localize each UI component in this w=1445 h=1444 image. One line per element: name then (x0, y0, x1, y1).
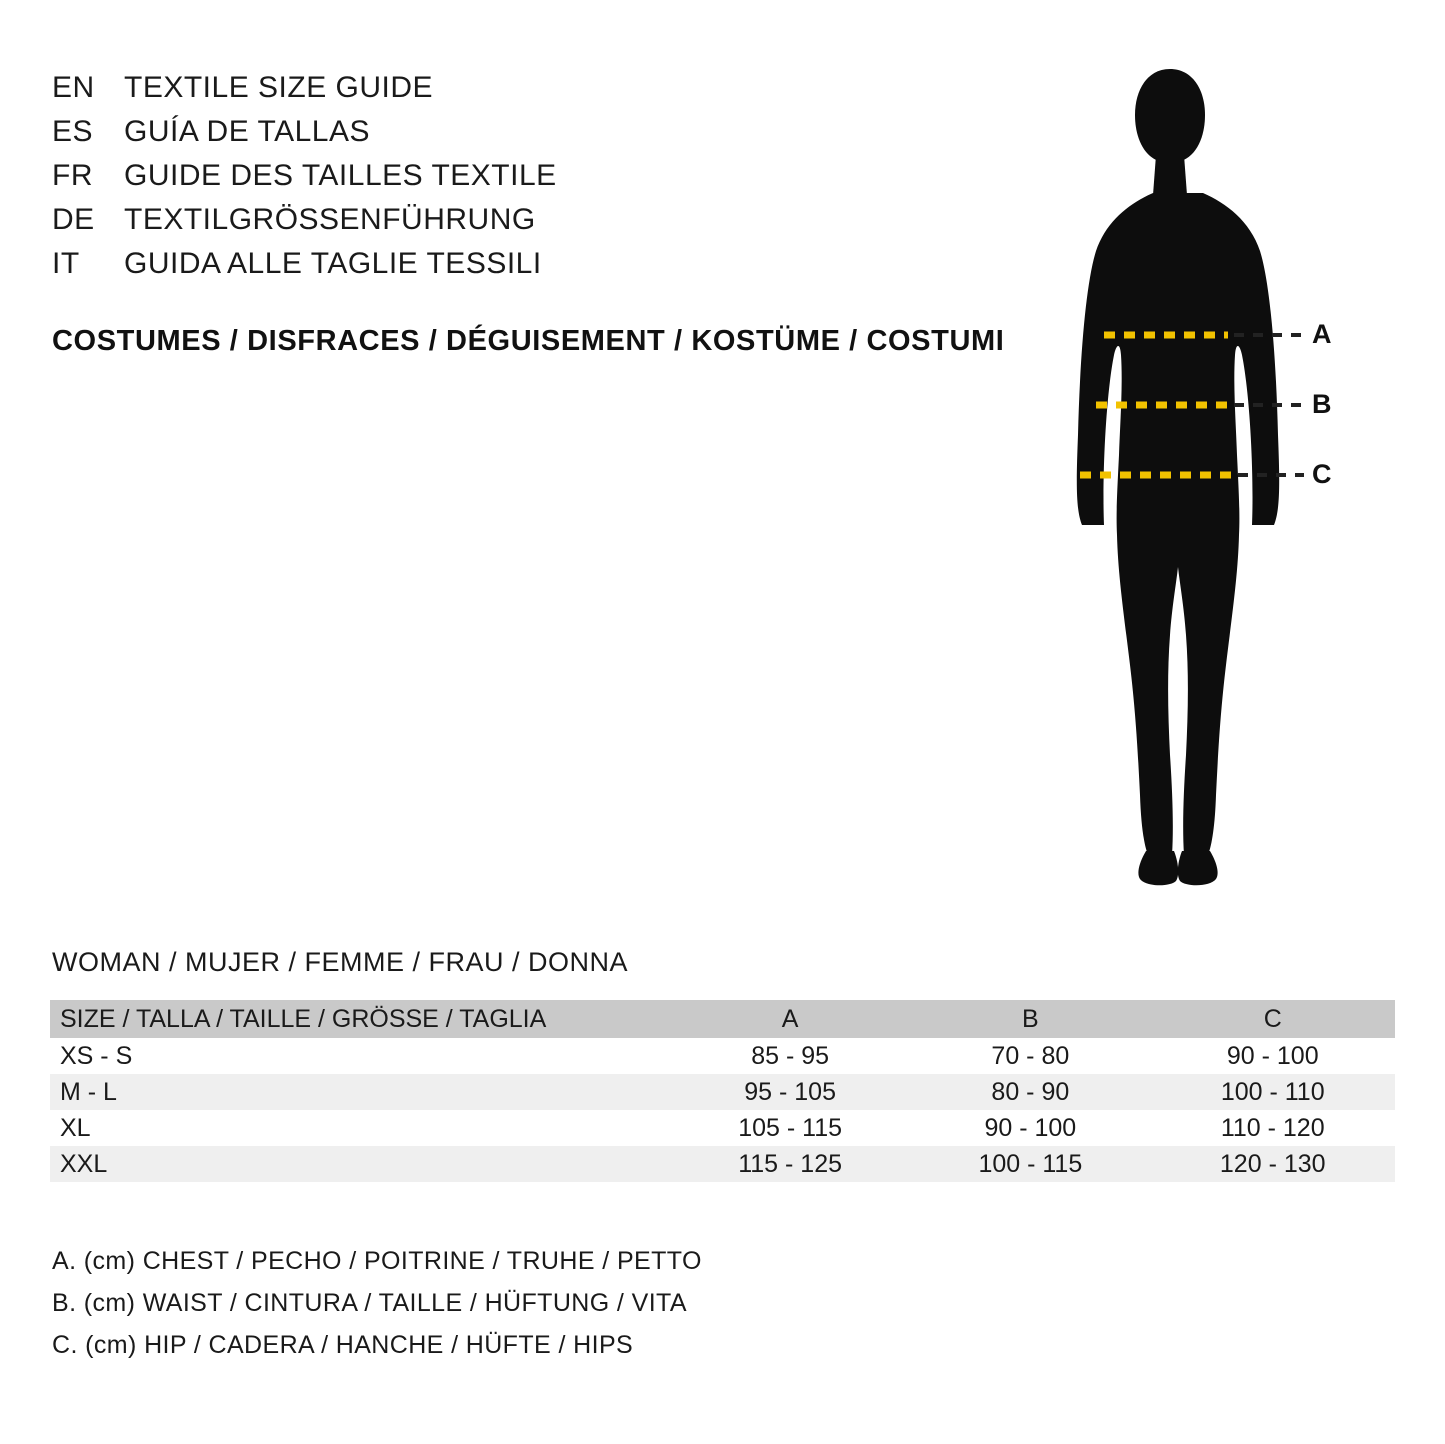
language-text-it: GUIDA ALLE TAGLIE TESSILI (124, 247, 542, 280)
language-row-fr (52, 154, 1032, 198)
table-header-size: SIZE / TALLA / TAILLE / GRÖSSE / TAGLIA (50, 1000, 670, 1038)
cell-b: 70 - 80 (910, 1038, 1150, 1074)
language-text-fr: GUIDE DES TAILLES TEXTILE (124, 159, 557, 192)
table-title: WOMAN / MUJER / FEMME / FRAU / DONNA (52, 947, 628, 977)
language-code-fr: FR (52, 159, 93, 192)
legend-item-b: B. (cm) WAIST / CINTURA / TAILLE / HÜFTUNG / VITA (52, 1289, 687, 1317)
size-table (50, 1000, 1395, 1182)
table-row (50, 1110, 1395, 1146)
language-row-es (52, 110, 1032, 154)
legend-item-a: A. (cm) CHEST / PECHO / POITRINE / TRUHE / PETTO (52, 1247, 702, 1275)
cell-c: 100 - 110 (1150, 1074, 1395, 1110)
table-row (50, 1038, 1395, 1074)
figure-illustration (1020, 55, 1400, 895)
marker-label-c: C (1312, 459, 1332, 489)
table-header-row (50, 1000, 1395, 1038)
cell-a: 105 - 115 (670, 1110, 910, 1146)
language-code-de: DE (52, 203, 95, 236)
table-row (50, 1074, 1395, 1110)
legend-item-c: C. (cm) HIP / CADERA / HANCHE / HÜFTE / HIPS (52, 1331, 634, 1359)
table-head (50, 1000, 1395, 1038)
language-row-it (52, 242, 1032, 286)
table-header-a: A (670, 1000, 910, 1038)
category-line: COSTUMES / DISFRACES / DÉGUISEMENT / KOSTÜME / COSTUMI (52, 325, 1005, 357)
language-row-en (52, 66, 1032, 110)
language-code-en: EN (52, 71, 95, 104)
table-row (50, 1146, 1395, 1182)
language-text-en: TEXTILE SIZE GUIDE (124, 71, 434, 104)
cell-c: 90 - 100 (1150, 1038, 1395, 1074)
table-body (50, 1038, 1395, 1182)
table-header-b: B (910, 1000, 1150, 1038)
cell-b: 80 - 90 (910, 1074, 1150, 1110)
cell-c: 120 - 130 (1150, 1146, 1395, 1182)
woman-silhouette-icon (1020, 55, 1400, 895)
cell-c: 110 - 120 (1150, 1110, 1395, 1146)
cell-size: XS - S (50, 1038, 670, 1074)
cell-a: 95 - 105 (670, 1074, 910, 1110)
language-text-de: TEXTILGRÖSSENFÜHRUNG (124, 203, 536, 236)
cell-size: M - L (50, 1074, 670, 1110)
legend (52, 1240, 702, 1366)
language-text-es: GUÍA DE TALLAS (124, 115, 370, 148)
cell-size: XL (50, 1110, 670, 1146)
language-code-es: ES (52, 115, 94, 148)
language-code-it: IT (52, 247, 80, 280)
marker-label-a: A (1312, 319, 1332, 349)
cell-b: 100 - 115 (910, 1146, 1150, 1182)
cell-b: 90 - 100 (910, 1110, 1150, 1146)
language-row-de (52, 198, 1032, 242)
marker-label-b: B (1312, 389, 1332, 419)
cell-a: 85 - 95 (670, 1038, 910, 1074)
cell-size: XXL (50, 1146, 670, 1182)
table-header-c: C (1150, 1000, 1395, 1038)
language-list (52, 66, 1032, 286)
cell-a: 115 - 125 (670, 1146, 910, 1182)
